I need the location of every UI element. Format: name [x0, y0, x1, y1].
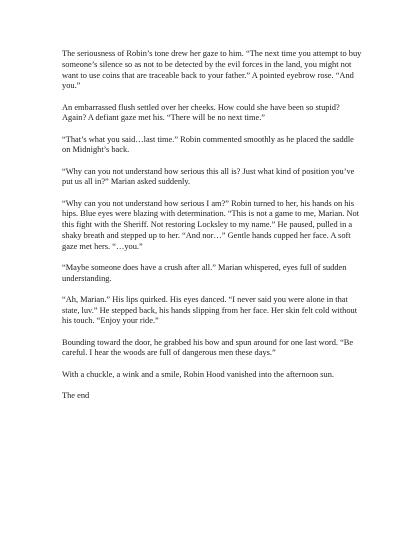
paragraph: Bounding toward the door, he grabbed his bow and spun around for one last word. “Be careful. I hear the woods are full of dangerous men these days.” [62, 337, 354, 358]
paragraph: With a chuckle, a wink and a smile, Robin Hood vanished into the afternoon sun. [62, 369, 335, 379]
paragraph: “Ah, Marian.” His lips quirked. His eyes danced. “I never said you were alone in that state, luv.” He stepped back, his hands slipping from her face. Her skin felt cold without his touch. “Enjoy your ride.” [62, 294, 358, 326]
paragraph: “Maybe someone does have a crush after all.” Marian whispered, eyes full of sudden understanding. [62, 262, 347, 283]
paragraph: An embarrassed flush settled over her cheeks. How could she have been so stupid? Again? A defiant gaze met his. “There will be no next time.” [62, 102, 340, 123]
paragraph: “Why can you not understand how serious I am?” Robin turned to her, his hands on his hips. Blue eyes were blazing with determination. “This is not a game to me, Marian. Not this fight with the Sheriff. Not restoring Locksley to my name.” He paused, pulled in a shaky breath and stepped up to her. “And nor…” Gentle hands cupped her face. A soft gaze met hers. “…you.” [62, 198, 360, 251]
ending-line: The end [62, 390, 90, 400]
document-body [62, 49, 362, 412]
paragraph: The seriousness of Robin’s tone drew her gaze to him. “The next time you attempt to buy someone’s silence so as not to be detected by the evil forces in the land, you might not want to use coins that are traceable back to your father.” A pointed eyebrow rose. “And you.” [62, 49, 362, 91]
paragraph: “That’s what you said…last time.” Robin commented smoothly as he placed the saddle on Midnight’s back. [62, 134, 354, 155]
paragraph: “Why can you not understand how serious this all is? Just what kind of position you’ve put us all in?” Marian asked suddenly. [62, 166, 355, 187]
